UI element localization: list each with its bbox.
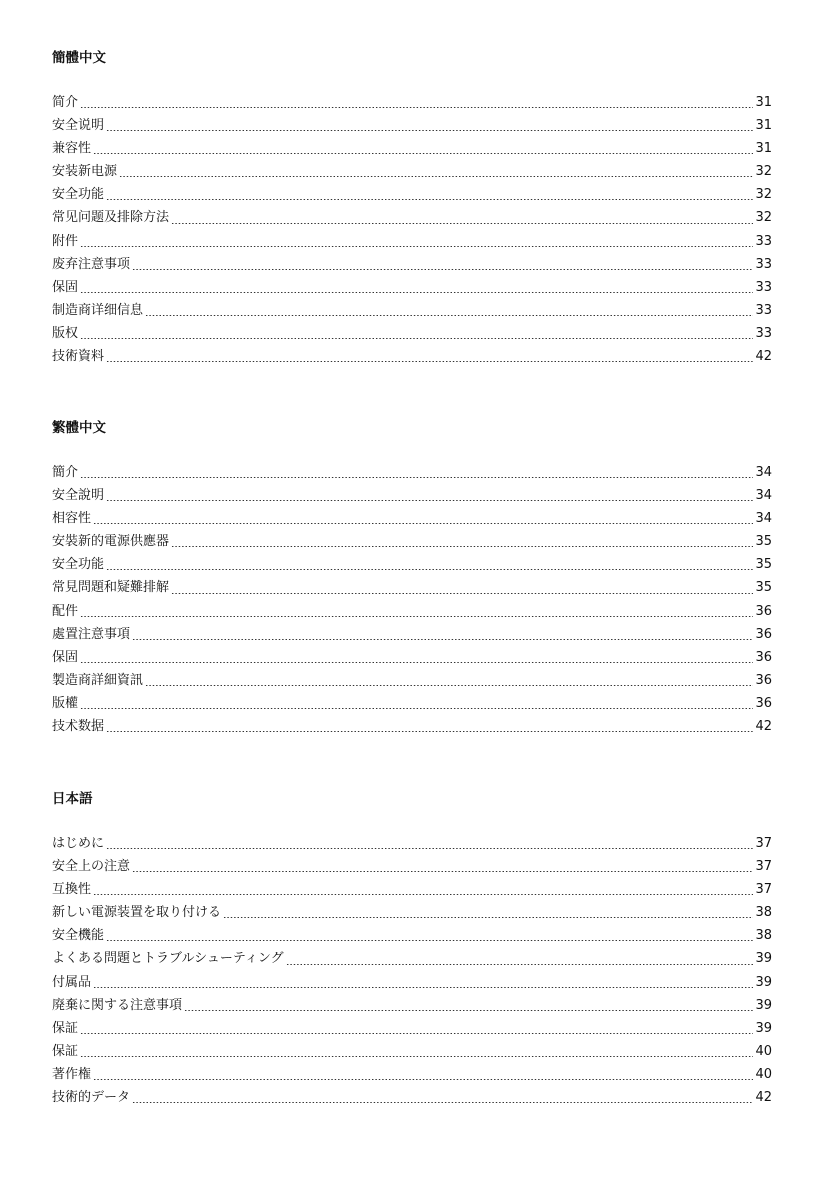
- toc-entry-list: [52, 91, 772, 368]
- dot-leader: [132, 639, 753, 640]
- toc-entry-page: 42: [755, 1090, 772, 1106]
- dot-leader: [80, 107, 753, 108]
- toc-entry-page: 36: [755, 672, 772, 688]
- toc-entry-list: [52, 461, 772, 738]
- dot-leader: [223, 917, 753, 918]
- toc-entry-label: 技術資料: [52, 349, 105, 365]
- toc-entry-page: 34: [755, 511, 772, 527]
- toc-entry[interactable]: [52, 1063, 772, 1086]
- toc-entry-page: 37: [755, 836, 772, 851]
- dot-leader: [132, 1102, 753, 1103]
- toc-entry[interactable]: [52, 530, 772, 553]
- dot-leader: [93, 153, 753, 154]
- toc-entry[interactable]: [52, 137, 772, 160]
- toc-entry[interactable]: [52, 623, 772, 646]
- dot-leader: [80, 338, 753, 339]
- toc-entry[interactable]: [52, 1040, 772, 1063]
- toc-entry-label: 新しい電源装置を取り付ける: [52, 905, 222, 921]
- toc-entry[interactable]: [52, 692, 772, 715]
- toc-entry[interactable]: [52, 669, 772, 692]
- toc-entry[interactable]: [52, 576, 772, 599]
- dot-leader: [106, 199, 753, 200]
- toc-entry-label: 技术数据: [52, 719, 105, 735]
- dot-leader: [93, 987, 753, 988]
- toc-entry[interactable]: [52, 253, 772, 276]
- dot-leader: [80, 292, 753, 293]
- toc-entry-label: 保固: [52, 279, 79, 295]
- toc-entry-label: 安全说明: [52, 118, 105, 134]
- toc-entry[interactable]: [52, 715, 772, 738]
- toc-entry-label: 保証: [52, 1043, 79, 1059]
- toc-entry-page: 38: [755, 928, 772, 944]
- toc-entry-page: 35: [755, 557, 772, 573]
- toc-entry[interactable]: [52, 947, 772, 970]
- toc-entry-label: 废弃注意事项: [52, 256, 131, 272]
- dot-leader: [93, 1079, 753, 1080]
- toc-entry-label: 保証: [52, 1020, 79, 1036]
- toc-entry[interactable]: [52, 484, 772, 507]
- dot-leader: [119, 176, 753, 177]
- toc-entry-label: 安全上の注意: [52, 859, 131, 875]
- toc-entry-label: 廃棄に関する注意事項: [52, 997, 183, 1013]
- dot-leader: [80, 616, 753, 617]
- table-of-contents: [52, 0, 772, 1191]
- toc-entry-page: 31: [755, 141, 772, 157]
- toc-entry-label: 互換性: [52, 882, 92, 898]
- dot-leader: [106, 361, 753, 362]
- toc-entry-list: [52, 832, 772, 1109]
- toc-entry[interactable]: [52, 924, 772, 947]
- toc-entry[interactable]: [52, 461, 772, 484]
- toc-entry-label: 製造商詳細資訊: [52, 672, 144, 688]
- toc-entry-label: はじめに: [52, 836, 105, 851]
- toc-entry-page: 39: [755, 974, 772, 990]
- toc-entry[interactable]: [52, 901, 772, 924]
- toc-entry-page: 35: [755, 580, 772, 596]
- toc-entry[interactable]: [52, 1086, 772, 1109]
- toc-entry[interactable]: [52, 160, 772, 183]
- toc-entry-page: 31: [755, 95, 772, 110]
- toc-entry-label: 兼容性: [52, 141, 92, 157]
- dot-leader: [184, 1010, 753, 1011]
- toc-entry-page: 33: [755, 325, 772, 341]
- toc-entry-label: 技術的データ: [52, 1090, 131, 1106]
- toc-entry[interactable]: [52, 276, 772, 299]
- toc-entry-label: 簡介: [52, 465, 79, 480]
- toc-entry-page: 32: [755, 210, 772, 226]
- dot-leader: [80, 246, 753, 247]
- toc-entry-label: 付属品: [52, 974, 92, 990]
- toc-entry[interactable]: [52, 994, 772, 1017]
- dot-leader: [132, 871, 753, 872]
- toc-entry-page: 42: [755, 719, 772, 735]
- toc-entry[interactable]: [52, 600, 772, 623]
- dot-leader: [80, 708, 753, 709]
- toc-entry-label: 常見問題和疑難排解: [52, 580, 170, 596]
- dot-leader: [93, 523, 753, 524]
- toc-entry[interactable]: [52, 971, 772, 994]
- toc-entry[interactable]: [52, 299, 772, 322]
- toc-entry-label: 简介: [52, 95, 79, 110]
- dot-leader: [93, 894, 753, 895]
- dot-leader: [145, 685, 753, 686]
- toc-entry-page: 40: [755, 1066, 772, 1082]
- toc-entry-label: 版權: [52, 695, 79, 711]
- toc-entry[interactable]: [52, 322, 772, 345]
- toc-entry[interactable]: [52, 646, 772, 669]
- toc-entry-page: 36: [755, 603, 772, 619]
- toc-entry-label: 安全功能: [52, 187, 105, 203]
- toc-entry-page: 32: [755, 164, 772, 180]
- toc-entry-label: 安全功能: [52, 557, 105, 573]
- toc-entry-page: 34: [755, 465, 772, 480]
- dot-leader: [132, 269, 753, 270]
- toc-entry-label: 配件: [52, 603, 79, 619]
- toc-entry-page: 39: [755, 1020, 772, 1036]
- dot-leader: [106, 130, 753, 131]
- dot-leader: [171, 223, 753, 224]
- toc-entry-page: 39: [755, 997, 772, 1013]
- toc-entry-page: 33: [755, 302, 772, 318]
- dot-leader: [80, 477, 753, 478]
- section-title: 簡體中文: [52, 50, 106, 66]
- toc-entry-page: 36: [755, 626, 772, 642]
- dot-leader: [80, 1033, 753, 1034]
- toc-entry-label: 著作権: [52, 1066, 92, 1082]
- toc-entry-page: 33: [755, 256, 772, 272]
- toc-entry-label: 安装新电源: [52, 164, 118, 180]
- toc-entry[interactable]: [52, 183, 772, 206]
- dot-leader: [106, 848, 753, 849]
- toc-entry-label: 處置注意事項: [52, 626, 131, 642]
- toc-entry-label: 附件: [52, 233, 79, 249]
- toc-entry[interactable]: [52, 91, 772, 114]
- toc-entry[interactable]: [52, 206, 772, 229]
- toc-entry-page: 37: [755, 859, 772, 875]
- toc-entry-page: 39: [755, 951, 772, 967]
- toc-entry[interactable]: [52, 507, 772, 530]
- toc-entry-label: 制造商详细信息: [52, 302, 144, 318]
- toc-entry-label: 安全機能: [52, 928, 105, 944]
- section-title: 繁體中文: [52, 420, 106, 436]
- toc-entry-page: 38: [755, 905, 772, 921]
- toc-entry-label: 安全說明: [52, 488, 105, 504]
- toc-entry-label: よくある問題とトラブルシューティング: [52, 951, 284, 967]
- toc-entry-page: 33: [755, 279, 772, 295]
- dot-leader: [80, 662, 753, 663]
- toc-entry-page: 37: [755, 882, 772, 898]
- toc-entry-label: 常见问题及排除方法: [52, 210, 170, 226]
- dot-leader: [80, 1056, 753, 1057]
- toc-entry[interactable]: [52, 1017, 772, 1040]
- dot-leader: [171, 593, 753, 594]
- dot-leader: [171, 546, 753, 547]
- dot-leader: [106, 569, 753, 570]
- toc-entry-page: 33: [755, 233, 772, 249]
- dot-leader: [106, 731, 753, 732]
- toc-entry-page: 40: [755, 1043, 772, 1059]
- toc-entry-label: 安裝新的電源供應器: [52, 534, 170, 550]
- toc-entry[interactable]: [52, 230, 772, 253]
- toc-entry-page: 42: [755, 349, 772, 365]
- dot-leader: [145, 315, 753, 316]
- toc-entry-label: 版权: [52, 325, 79, 341]
- dot-leader: [106, 500, 753, 501]
- toc-entry-page: 32: [755, 187, 772, 203]
- toc-entry[interactable]: [52, 832, 772, 855]
- dot-leader: [106, 940, 753, 941]
- toc-entry-page: 35: [755, 534, 772, 550]
- toc-entry-label: 相容性: [52, 511, 92, 527]
- section-title: 日本語: [52, 791, 93, 807]
- toc-entry[interactable]: [52, 878, 772, 901]
- toc-entry-page: 31: [755, 118, 772, 134]
- toc-entry[interactable]: [52, 345, 772, 368]
- toc-entry-label: 保固: [52, 649, 79, 665]
- toc-entry[interactable]: [52, 855, 772, 878]
- toc-entry[interactable]: [52, 114, 772, 137]
- toc-entry-page: 36: [755, 695, 772, 711]
- toc-entry-page: 36: [755, 649, 772, 665]
- toc-entry-page: 34: [755, 488, 772, 504]
- toc-entry[interactable]: [52, 553, 772, 576]
- dot-leader: [286, 964, 754, 965]
